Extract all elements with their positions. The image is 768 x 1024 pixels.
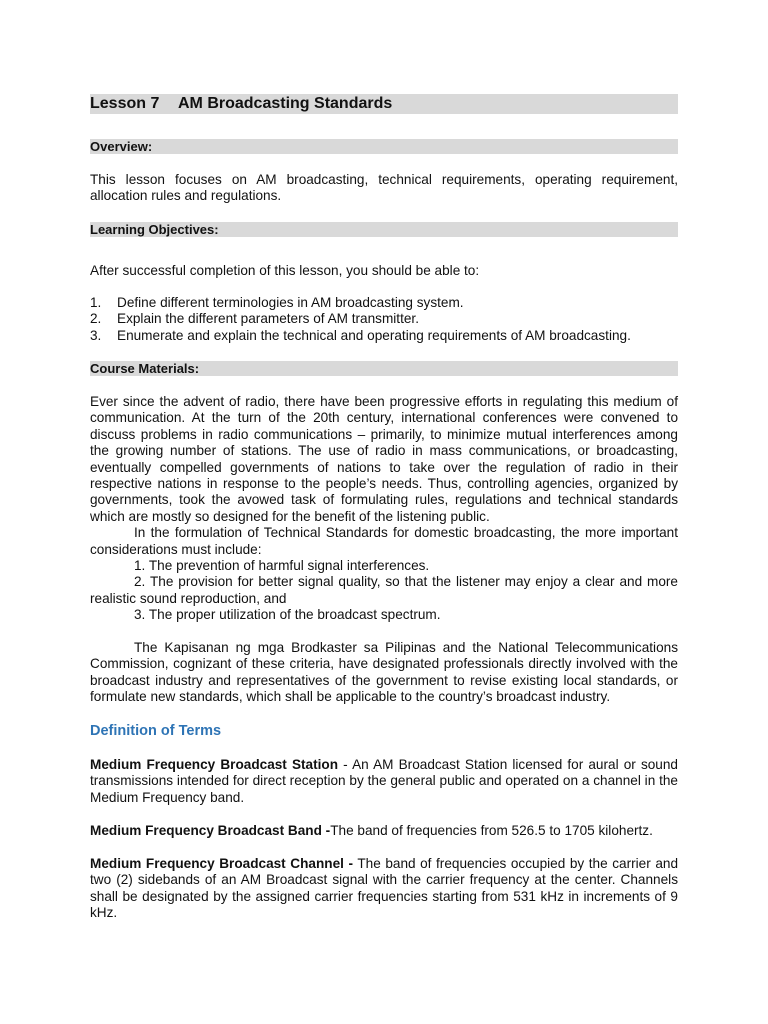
consideration-1: 1. The prevention of harmful signal interferences.: [134, 558, 430, 574]
definition-term: Medium Frequency Broadcast Station: [90, 757, 339, 772]
definitions-heading: Definition of Terms: [90, 723, 222, 739]
definition-text: The band of frequencies from 526.5 to 1705 kilohertz.: [330, 823, 653, 838]
lesson-title: AM Broadcasting Standards: [178, 95, 393, 112]
list-item-text: Define different terminologies in AM broadcasting system.: [117, 295, 464, 310]
materials-paragraph-1: Ever since the advent of radio, there have been progressive efforts in regulating this medium of communication. At the turn of the 20th century, international conferences were convened to discuss problems in radio communications – primarily, to minimize mutual interferences among the growing number of stations. The use of radio in mass communications, or broadcasting, eventually compelled governments of nations to take over the regulation of radio in their respective nations in response to the people’s needs. Thus, controlling agencies, organized by governments, took the avowed task of formulating rules, regulations and technical standards which are mostly so designed for the benefit of the listening public.: [90, 394, 678, 524]
list-item: [90, 295, 678, 311]
list-item-text: Explain the different parameters of AM transmitter.: [117, 311, 419, 327]
materials-paragraph-2: In the formulation of Technical Standards for domestic broadcasting, the more important considerations must include:: [90, 525, 678, 557]
list-item: [90, 311, 678, 327]
list-item-number: 2.: [90, 311, 102, 327]
objectives-intro: After successful completion of this lesson, you should be able to:: [90, 263, 480, 278]
definition-text: An AM Broadcast Station licensed for aural or sound transmissions intended for direct reception by the general public and operated on a channel in the Medium Frequency band.: [90, 757, 678, 805]
materials-paragraph-3: The Kapisanan ng mga Brodkaster sa Pilipinas and the National Telecommunications Commission, cognizant of these criteria, have designated professionals directly involved with the broadcast industry and representatives of the government to revise existing local standards, or formulate new standards, which shall be applicable to the country’s broadcast industry.: [90, 639, 678, 704]
list-item-text: Enumerate and explain the technical and operating requirements of AM broadcasting.: [117, 327, 631, 343]
definition-text: The band of frequencies occupied by the carrier and two (2) sidebands of an AM Broadcast signal with the carrier frequency at the center. Channels shall be designated by the assigned carrier frequencies starting from 531 kHz in increments of 9 kHz.: [90, 856, 678, 921]
lesson-title-bar: [90, 94, 678, 114]
list-item: [90, 328, 678, 344]
lesson-number: Lesson 7: [90, 95, 160, 112]
definition-term: Medium Frequency Broadcast Channel -: [90, 856, 353, 871]
list-item-number: 3.: [90, 327, 102, 343]
overview-heading: Overview:: [90, 139, 678, 154]
objectives-heading: Learning Objectives:: [90, 222, 678, 237]
definition-separator: -: [338, 757, 353, 772]
objectives-list: [90, 295, 678, 344]
definition-item: [90, 856, 678, 922]
consideration-2: 2. The provision for better signal quality, so that the listener may enjoy a clear and more realistic sound reproduction, and: [90, 574, 678, 606]
overview-text: This lesson focuses on AM broadcasting, technical requirements, operating requirement, allocation rules and regulations.: [90, 172, 678, 204]
list-item-number: 1.: [90, 295, 102, 310]
materials-body: [90, 394, 678, 705]
definition-item: [90, 757, 678, 806]
definition-item: [90, 823, 678, 839]
definition-term: Medium Frequency Broadcast Band -: [90, 823, 331, 838]
materials-heading: Course Materials:: [90, 361, 678, 376]
consideration-3: 3. The proper utilization of the broadcast spectrum.: [134, 607, 441, 623]
